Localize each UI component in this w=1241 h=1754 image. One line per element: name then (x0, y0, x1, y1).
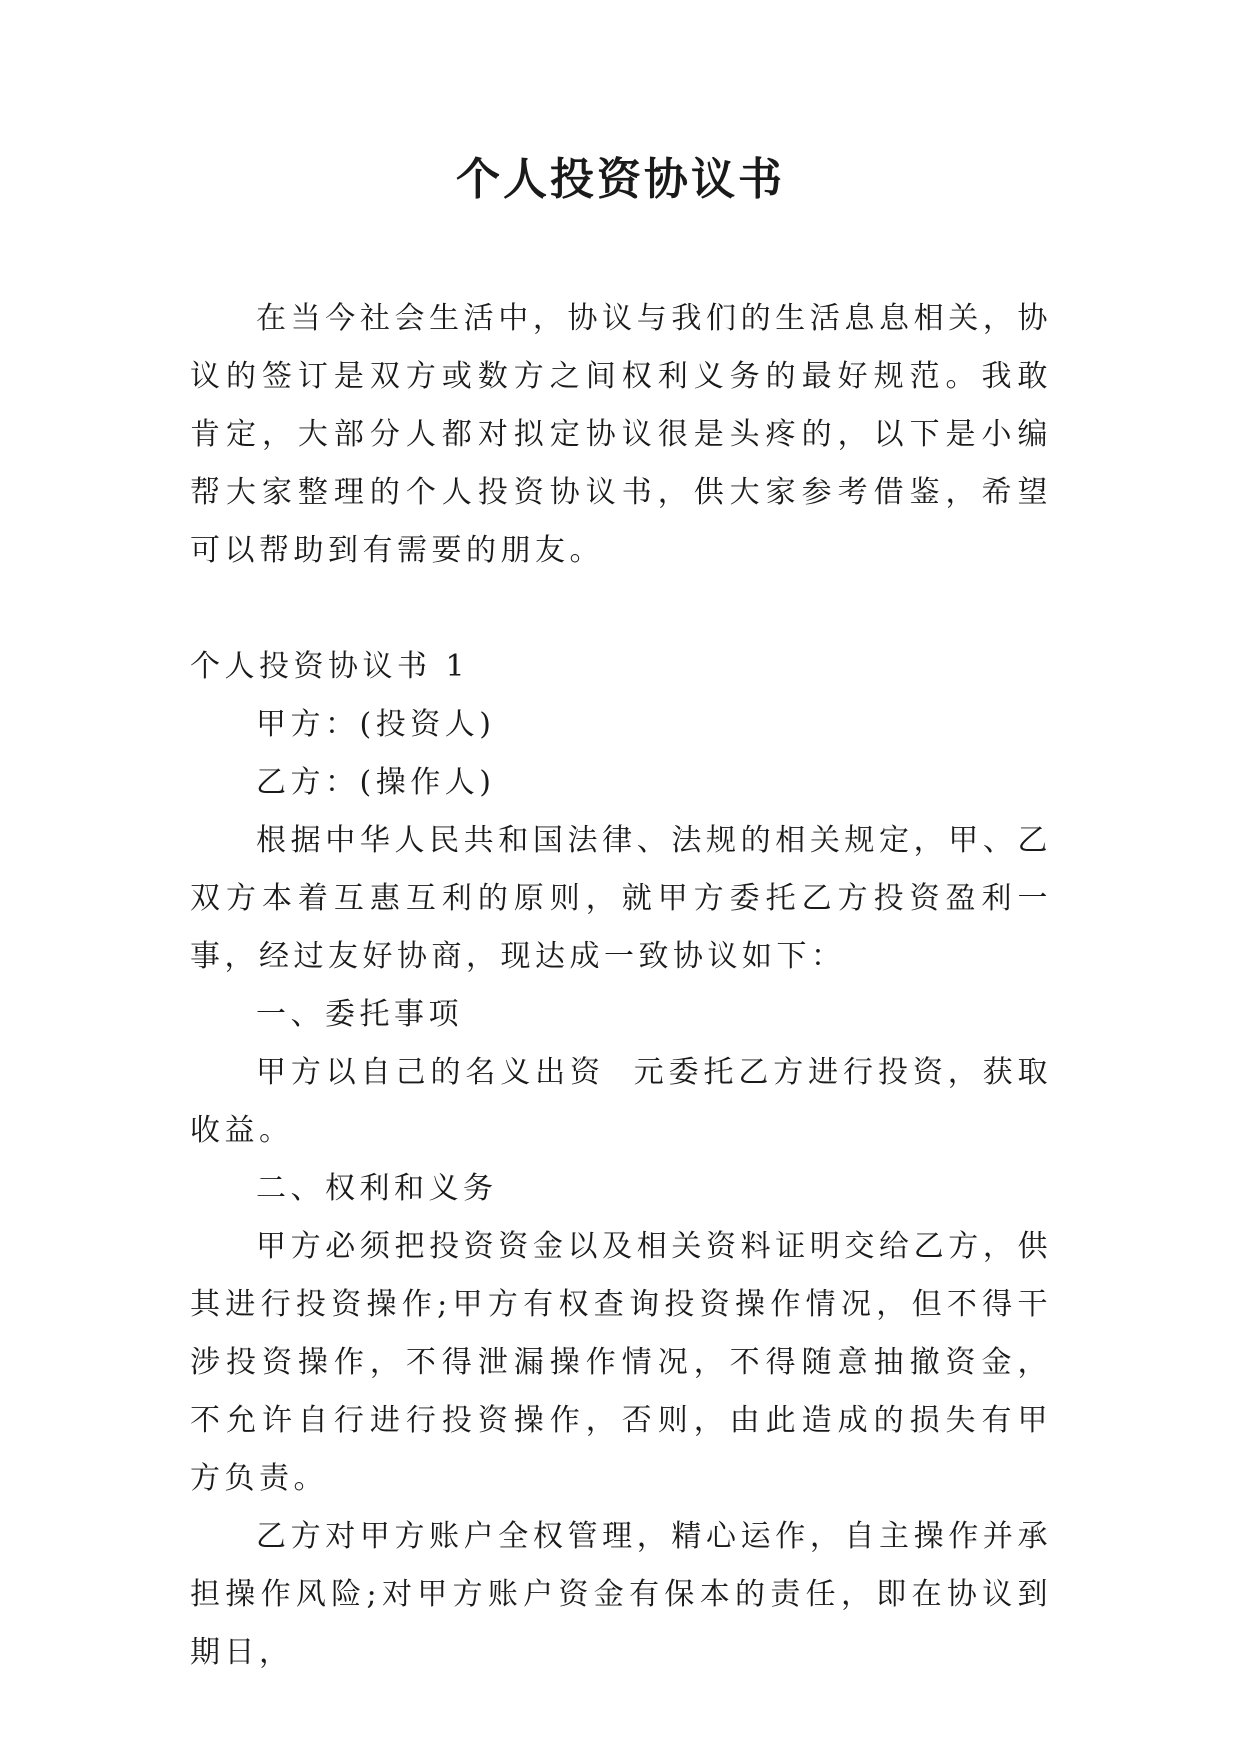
preamble-paragraph: 根据中华人民共和国法律、法规的相关规定，甲、乙双方本着互惠互利的原则，就甲方委托乙方投资盈利一事，经过友好协商，现达成一致协议如下： (190, 823, 1052, 974)
clause-2-paragraph-1: 甲方必须把投资资金以及相关资料证明交给乙方，供其进行投资操作;甲方有权查询投资操作情况，但不得干涉投资操作，不得泄漏操作情况，不得随意抽撤资金，不允许自行进行投资操作，否则，由此造成的损失有甲方负责。 (190, 1229, 1052, 1496)
intro-section (190, 290, 1052, 580)
clause-2-paragraph-2: 乙方对甲方账户全权管理，精心运作，自主操作并承担操作风险;对甲方账户资金有保本的责任，即在协议到期日， (190, 1519, 1052, 1670)
intro-paragraph: 在当今社会生活中，协议与我们的生活息息相关，协议的签订是双方或数方之间权利义务的最好规范。我敢肯定，大部分人都对拟定协议很是头疼的，以下是小编帮大家整理的个人投资协议书，供大家参考借鉴，希望可以帮助到有需要的朋友。 (190, 301, 1052, 568)
document-title: 个人投资协议书 (456, 154, 785, 205)
clause-2-heading: 二、权利和义务 (256, 1171, 498, 1206)
clause-1-heading: 一、委托事项 (256, 997, 463, 1032)
agreement-section (190, 638, 1052, 1682)
party-b-line: 乙方：(操作人) (256, 765, 496, 800)
section-title: 个人投资协议书 1 (190, 649, 470, 684)
party-a-line: 甲方：(投资人) (256, 707, 496, 742)
clause-1-paragraph: 甲方以自己的名义出资 元委托乙方进行投资，获取收益。 (190, 1055, 1052, 1148)
